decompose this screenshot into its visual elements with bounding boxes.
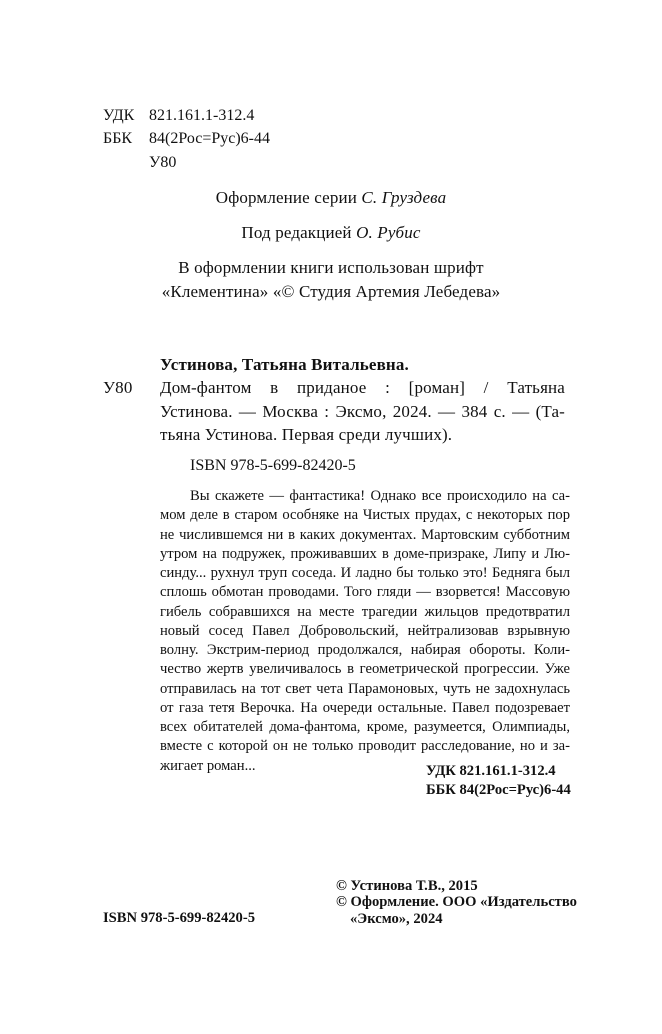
editor-name: О. Рубис	[356, 223, 421, 242]
annotation-line: сплошь обмотан проводами. Того гляди — взорвется! Массовую	[160, 584, 570, 601]
editor-credit	[0, 223, 662, 243]
bbk-line	[103, 130, 270, 148]
bbk-label: ББК	[103, 130, 133, 147]
annotation-line: отправилась на тот свет чета Парамоновых, чуть не задохнулась	[160, 680, 570, 697]
annotation-line: мом деле в старом особняке на Чистых прудах, с некоторых пор	[160, 507, 570, 524]
annotation-line: волну. Экстрим-период продолжался, набирая обороты. Коли-	[160, 642, 570, 658]
annotation-line: утром на подружек, проживавших в доме-призраке, Липу и Лю-	[160, 545, 570, 562]
annotation-line: жигает роман...	[160, 757, 256, 774]
annotation-line: от газа тетя Верочка. На очереди остальные. Павел подозревает	[160, 699, 570, 716]
annotation-line: не числившемся ни в каких документах. Мартовским субботним	[160, 526, 570, 543]
bib-description-line-2: Устинова. — Москва : Эксмо, 2024. — 384 с. — (Та-	[160, 402, 565, 421]
annotation-line: чество жертв увеличивалось в геометрической прогрессии. Уже	[160, 661, 570, 678]
udk-value: 821.161.1-312.4	[149, 107, 255, 124]
annotation-line: вместе с которой он не только проводит расследование, но и за-	[160, 738, 570, 755]
annotation-line: всех обитателей дома-фантома, кроме, разумеется, Олимпиады,	[160, 719, 570, 735]
bib-description-line-3: тьяна Устинова. Первая среди лучших).	[160, 425, 453, 444]
copyright-author: © Устинова Т.В., 2015	[336, 878, 478, 894]
udk-bottom: УДК 821.161.1-312.4	[426, 763, 556, 779]
annotation-line: новый сосед Павел Добровольский, нейтрализовав взрывную	[160, 622, 570, 639]
annotation-line: гибель собравшихся на месте трагедии жильцов предотвратил	[160, 603, 570, 620]
copyright-design-line-1: © Оформление. ООО «Издательство	[336, 894, 577, 910]
series-designer-name: С. Груздева	[361, 188, 447, 207]
copyright-design-line-2: «Эксмо», 2024	[350, 911, 443, 927]
editor-label: Под редакцией	[241, 223, 352, 242]
series-design-credit	[0, 188, 662, 208]
author-mark-top: У80	[149, 154, 177, 171]
author-heading: Устинова, Татьяна Витальевна.	[160, 355, 409, 374]
font-note-line-2: «Клементина» «© Студия Артемия Лебедева»	[161, 282, 501, 301]
udk-line	[103, 107, 254, 125]
udk-label: УДК	[103, 107, 135, 124]
isbn-footer: ISBN 978-5-699-82420-5	[103, 910, 256, 926]
font-note-line-1: В оформлении книги использован шрифт	[178, 258, 484, 277]
series-design-label: Оформление серии	[215, 188, 357, 207]
annotation-paragraph	[160, 487, 570, 776]
isbn-record: ISBN 978-5-699-82420-5	[190, 457, 356, 474]
author-mark: У80	[103, 378, 133, 397]
bbk-value: 84(2Рос=Рус)6-44	[149, 130, 271, 147]
annotation-line: синду... рухнул труп соседа. И ладно бы только это! Бедняга был	[160, 565, 570, 581]
annotation-line: Вы скажете — фантастика! Однако все происходило на са-	[190, 488, 570, 504]
bbk-bottom: ББК 84(2Рос=Рус)6-44	[426, 782, 571, 798]
bib-description-line-1: Дом-фантом в приданое : [роман] / Татьяна	[160, 378, 565, 397]
